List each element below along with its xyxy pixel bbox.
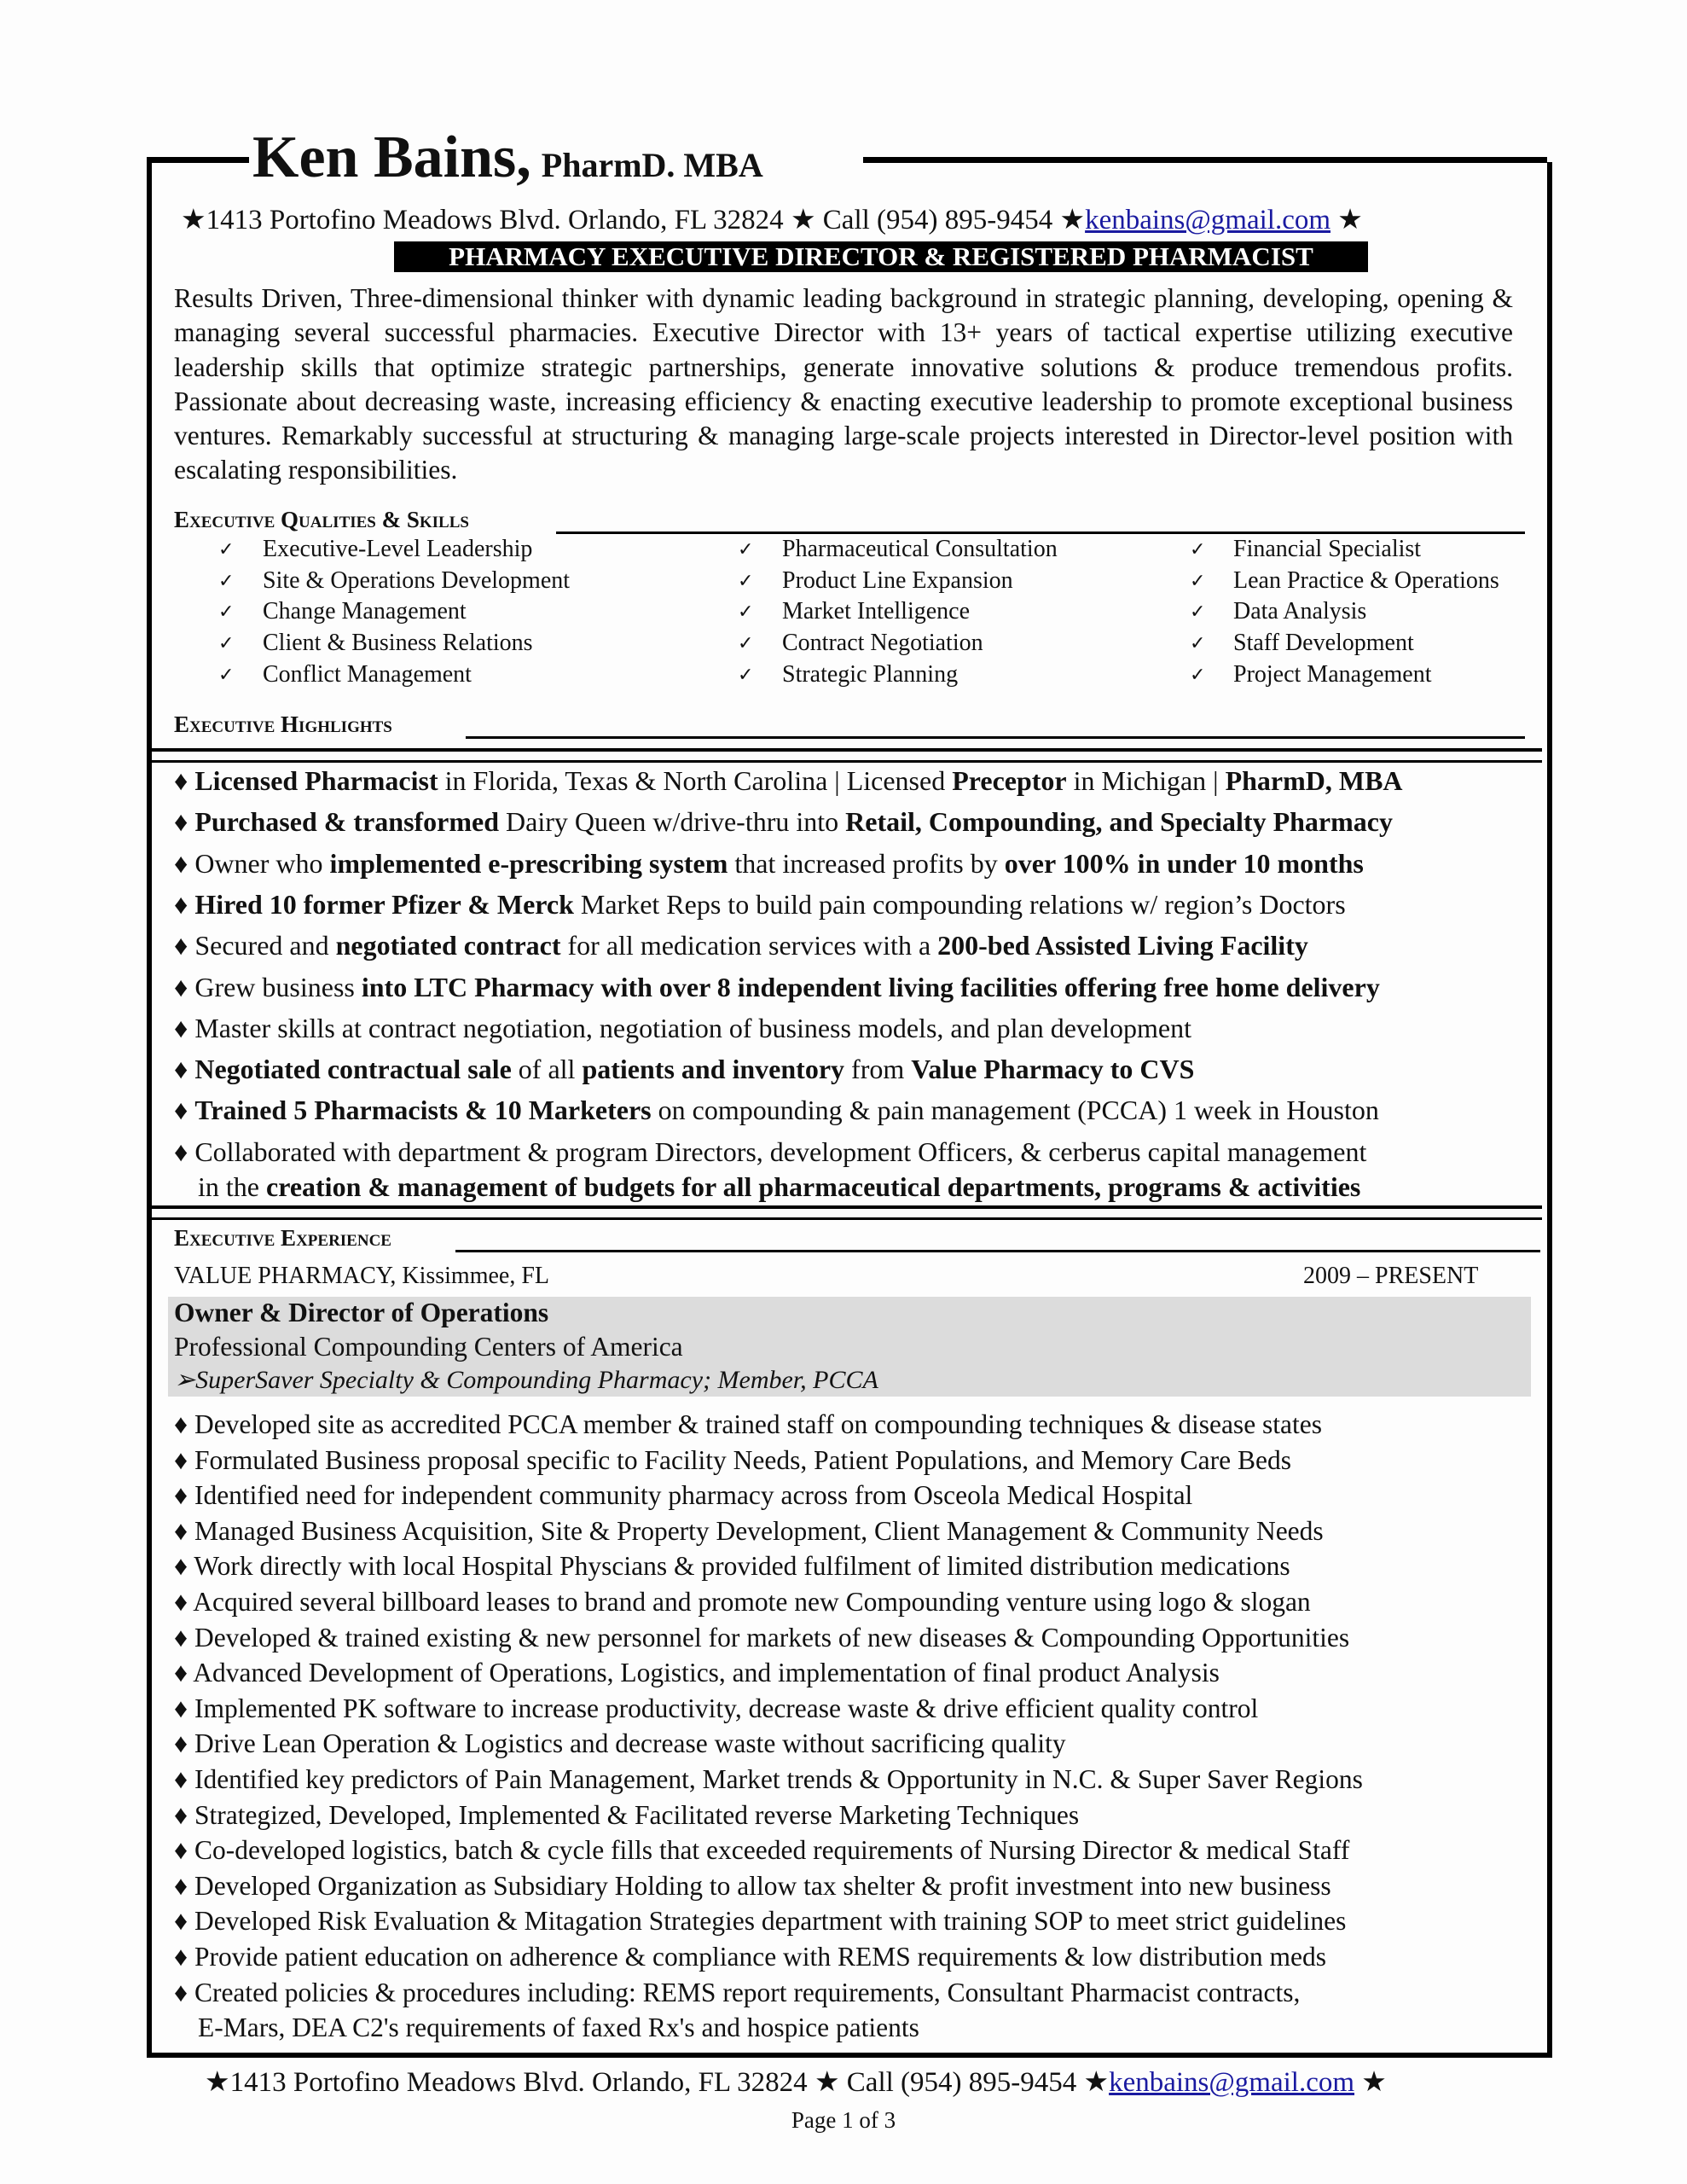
star-icon: ★ bbox=[790, 205, 816, 235]
divider bbox=[147, 157, 249, 163]
diamond-bullet-icon: ♦ bbox=[174, 1835, 188, 1866]
highlight-text: in the bbox=[198, 1170, 266, 1202]
experience-text: Formulated Business proposal specific to Facility Needs, Patient Populations, and Memory Care Beds bbox=[194, 1444, 1292, 1475]
highlight-bold-text: Purchased & transformed bbox=[194, 806, 500, 838]
diamond-bullet-icon: ♦ bbox=[174, 806, 188, 838]
highlight-text: Grew business bbox=[194, 971, 362, 1002]
highlight-item bbox=[198, 1170, 1361, 1202]
skill-item: Market Intelligence bbox=[782, 598, 971, 625]
diamond-bullet-icon: ♦ bbox=[174, 847, 188, 879]
check-icon: ✓ bbox=[218, 601, 235, 623]
highlight-text: Master skills at contract negotiation, negotiation of business models, and plan development bbox=[194, 1012, 1191, 1043]
highlight-item bbox=[174, 806, 1393, 838]
highlight-item bbox=[174, 973, 1380, 1001]
experience-text: Developed Organization as Subsidiary Holding to allow tax shelter & profit investment into new business bbox=[194, 1870, 1331, 1901]
diamond-bullet-icon: ♦ bbox=[174, 1551, 188, 1582]
highlight-bold-text: patients and inventory bbox=[582, 1054, 845, 1085]
experience-text: Acquired several billboard leases to brand and promote new Compounding venture using logo & slogan bbox=[193, 1587, 1311, 1617]
skill-item: Pharmaceutical Consultation bbox=[782, 536, 1058, 562]
highlight-bold-text: negotiated contract bbox=[335, 930, 561, 961]
highlight-item bbox=[174, 767, 1403, 794]
affiliation bbox=[174, 1368, 878, 1393]
experience-item bbox=[174, 1659, 1220, 1687]
diamond-bullet-icon: ♦ bbox=[174, 1409, 188, 1439]
star-icon: ★ bbox=[181, 205, 206, 235]
double-divider bbox=[152, 748, 1542, 763]
name-text: Ken Bains, bbox=[252, 125, 531, 190]
summary-paragraph: Results Driven, Three-dimensional thinker with dynamic leading background in strategic planning, developing, opening & managing several successful pharmacies. Executive Director with 13+ years of tactical expertise utilizing executive leadership skills that optimize strategic partnerships, generate innovative solutions & produce tremendous profits. Passionate about decreasing waste, increasing efficiency & enacting executive leadership to promote exceptional business ventures. Remarkably successful at structuring & managing large-scale projects interested in Director-level position with escalating responsibilities. bbox=[174, 283, 1513, 485]
highlight-bold-text: Value Pharmacy to CVS bbox=[911, 1054, 1195, 1085]
skill-item: Strategic Planning bbox=[782, 660, 959, 688]
organization: Professional Compounding Centers of America bbox=[174, 1332, 683, 1362]
star-icon: ★ bbox=[1059, 205, 1086, 235]
diamond-bullet-icon: ♦ bbox=[174, 1764, 188, 1794]
skill-item: Lean Practice & Operations bbox=[1233, 566, 1499, 594]
experience-text: Developed & trained existing & new personnel for markets of new diseases & Compounding Opportunities bbox=[194, 1622, 1350, 1653]
diamond-bullet-icon: ♦ bbox=[174, 1480, 188, 1511]
highlight-bold-text: PharmD, MBA bbox=[1225, 765, 1403, 796]
highlight-text: from bbox=[844, 1054, 912, 1085]
divider bbox=[466, 736, 1525, 739]
experience-item bbox=[174, 1589, 1311, 1616]
diamond-bullet-icon: ♦ bbox=[174, 1136, 188, 1167]
diamond-bullet-icon: ♦ bbox=[174, 1870, 188, 1901]
employment-dates: 2009 – PRESENT bbox=[1303, 1263, 1479, 1289]
experience-text: Implemented PK software to increase productivity, decrease waste & drive efficient quality control bbox=[194, 1693, 1259, 1723]
diamond-bullet-icon: ♦ bbox=[174, 930, 188, 961]
contact-line bbox=[181, 206, 1363, 235]
highlight-item bbox=[174, 1096, 1379, 1124]
skill-item: Change Management bbox=[263, 598, 467, 625]
experience-text: Identified key predictors of Pain Management, Market trends & Opportunity in N.C. & Super Saver Regions bbox=[194, 1764, 1363, 1794]
experience-item bbox=[174, 1624, 1349, 1652]
experience-item bbox=[174, 1908, 1346, 1935]
skill-item: Site & Operations Development bbox=[263, 566, 571, 594]
check-icon: ✓ bbox=[218, 632, 235, 654]
check-icon: ✓ bbox=[218, 663, 235, 685]
highlight-bold-text: Trained 5 Pharmacists & 10 Marketers bbox=[194, 1095, 652, 1126]
experience-text: Developed site as accredited PCCA member & trained staff on compounding techniques & disease states bbox=[194, 1409, 1323, 1439]
highlight-bold-text: Licensed Pharmacist bbox=[194, 765, 438, 796]
highlight-item bbox=[174, 1138, 1366, 1165]
diamond-bullet-icon: ♦ bbox=[174, 971, 188, 1002]
diamond-bullet-icon: ♦ bbox=[174, 1622, 188, 1653]
check-icon: ✓ bbox=[1190, 538, 1206, 560]
address: 1413 Portofino Meadows Blvd. Orlando, FL 32824 bbox=[229, 2067, 808, 2098]
divider bbox=[455, 1250, 1540, 1252]
check-icon: ✓ bbox=[738, 632, 754, 654]
diamond-bullet-icon: ♦ bbox=[174, 1906, 188, 1937]
skill-item: Executive-Level Leadership bbox=[263, 536, 533, 562]
experience-text: Identified need for independent community pharmacy across from Osceola Medical Hospital bbox=[194, 1480, 1193, 1511]
highlight-bold-text: into LTC Pharmacy with over 8 independent living facilities offering free home delivery bbox=[361, 971, 1380, 1002]
address: 1413 Portofino Meadows Blvd. Orlando, FL 32824 bbox=[206, 205, 784, 235]
affiliation-text: SuperSaver Specialty & Compounding Pharmacy; Member, PCCA bbox=[195, 1366, 878, 1394]
experience-item bbox=[174, 1979, 1300, 2007]
highlight-item bbox=[174, 932, 1308, 959]
experience-text: Advanced Development of Operations, Logistics, and implementation of final product Analysis bbox=[193, 1658, 1220, 1688]
divider bbox=[556, 531, 1525, 534]
diamond-bullet-icon: ♦ bbox=[174, 1054, 188, 1085]
experience-item bbox=[174, 1837, 1349, 1864]
diamond-bullet-icon: ♦ bbox=[174, 1693, 188, 1723]
highlight-text: Secured and bbox=[194, 930, 336, 961]
highlight-text: in Michigan | bbox=[1066, 765, 1226, 796]
credentials: PharmD. MBA bbox=[541, 146, 763, 184]
phone: Call (954) 895-9454 bbox=[846, 2067, 1077, 2098]
experience-text: Drive Lean Operation & Logistics and decrease waste without sacrificing quality bbox=[194, 1728, 1066, 1759]
experience-text: Managed Business Acquisition, Site & Property Development, Client Management & Community Needs bbox=[194, 1515, 1324, 1546]
experience-item bbox=[174, 1444, 1292, 1475]
double-divider bbox=[152, 1205, 1542, 1220]
check-icon: ✓ bbox=[738, 601, 754, 623]
divider bbox=[863, 157, 1547, 163]
phone: Call (954) 895-9454 bbox=[822, 205, 1053, 235]
experience-item bbox=[174, 1411, 1322, 1438]
footer-contact bbox=[205, 2069, 1387, 2097]
highlights-heading: Executive Highlights bbox=[174, 712, 392, 737]
highlight-text: on compounding & pain management (PCCA) 1 week in Houston bbox=[651, 1095, 1379, 1126]
star-icon: ★ bbox=[205, 2067, 230, 2098]
highlight-text: Owner who bbox=[194, 847, 330, 879]
skill-item: Product Line Expansion bbox=[782, 566, 1013, 594]
experience-item bbox=[174, 1730, 1066, 1757]
diamond-bullet-icon: ♦ bbox=[174, 1942, 188, 1972]
diamond-bullet-icon: ♦ bbox=[174, 1799, 188, 1830]
check-icon: ✓ bbox=[218, 569, 235, 591]
skill-item: Client & Business Relations bbox=[263, 630, 533, 657]
highlight-bold-text: Negotiated contractual sale bbox=[194, 1054, 512, 1085]
highlight-bold-text: over 100% in under 10 months bbox=[1004, 847, 1364, 879]
company-name: VALUE PHARMACY, Kissimmee, FL bbox=[174, 1263, 550, 1289]
experience-item bbox=[174, 1695, 1258, 1722]
highlight-text: that increased profits by bbox=[728, 847, 1005, 879]
diamond-bullet-icon: ♦ bbox=[174, 1728, 188, 1759]
experience-heading: Executive Experience bbox=[174, 1225, 391, 1251]
diamond-bullet-icon: ♦ bbox=[174, 888, 188, 920]
highlight-text: Collaborated with department & program Directors, development Officers, & cerberus capital management bbox=[194, 1136, 1367, 1167]
diamond-bullet-icon: ♦ bbox=[174, 1515, 188, 1546]
diamond-bullet-icon: ♦ bbox=[174, 1977, 188, 2007]
check-icon: ✓ bbox=[738, 538, 754, 560]
highlight-text: for all medication services with a bbox=[560, 930, 938, 961]
highlight-item bbox=[174, 888, 1346, 920]
star-icon: ★ bbox=[1361, 2067, 1387, 2098]
check-icon: ✓ bbox=[1190, 663, 1206, 685]
highlight-bold-text: Hired 10 former Pfizer & Merck bbox=[194, 888, 574, 920]
highlight-bold-text: creation & management of budgets for all pharmaceutical departments, programs & activities bbox=[265, 1170, 1361, 1202]
experience-item bbox=[174, 1553, 1290, 1580]
check-icon: ✓ bbox=[1190, 632, 1206, 654]
highlight-text: Dairy Queen w/drive-thru into bbox=[499, 806, 846, 838]
experience-item bbox=[174, 1870, 1331, 1901]
diamond-bullet-icon: ♦ bbox=[174, 765, 188, 796]
experience-text: Created policies & procedures including: REMS report requirements, Consultant Pharmacist contracts, bbox=[194, 1977, 1301, 2007]
experience-item bbox=[174, 1766, 1363, 1793]
diamond-bullet-icon: ♦ bbox=[174, 1012, 188, 1043]
experience-text: Developed Risk Evaluation & Mitagation Strategies department with training SOP to meet strict guidelines bbox=[194, 1906, 1347, 1937]
highlight-text: in Florida, Texas & North Carolina | Licensed bbox=[438, 765, 953, 796]
highlight-item bbox=[174, 1014, 1191, 1042]
experience-item bbox=[174, 1515, 1324, 1546]
check-icon: ✓ bbox=[218, 538, 235, 560]
highlight-bold-text: implemented e-prescribing system bbox=[329, 847, 728, 879]
highlight-bold-text: Preceptor bbox=[952, 765, 1067, 796]
skill-item: Data Analysis bbox=[1233, 598, 1367, 625]
star-icon: ★ bbox=[1083, 2067, 1110, 2098]
highlight-bold-text: Retail, Compounding, and Specialty Pharmacy bbox=[845, 806, 1393, 838]
skill-item: Staff Development bbox=[1233, 630, 1414, 657]
star-icon: ★ bbox=[814, 2067, 840, 2098]
skill-item: Financial Specialist bbox=[1233, 536, 1422, 562]
role-title: Owner & Director of Operations bbox=[174, 1298, 549, 1327]
professional-title: PHARMACY EXECUTIVE DIRECTOR & REGISTERED PHARMACIST bbox=[394, 241, 1368, 272]
highlight-bold-text: 200-bed Assisted Living Facility bbox=[937, 930, 1308, 961]
email-link[interactable]: kenbains@gmail.com bbox=[1109, 2067, 1355, 2098]
experience-text: Provide patient education on adherence & compliance with REMS requirements & low distribution meds bbox=[194, 1942, 1327, 1972]
diamond-bullet-icon: ♦ bbox=[174, 1658, 188, 1688]
highlight-text: Market Reps to build pain compounding relations w/ region’s Doctors bbox=[573, 888, 1346, 920]
check-icon: ✓ bbox=[738, 663, 754, 685]
experience-text: Co-developed logistics, batch & cycle fills that exceeded requirements of Nursing Director & medical Staff bbox=[194, 1835, 1350, 1866]
experience-text: Work directly with local Hospital Physcians & provided fulfilment of limited distribution medications bbox=[194, 1551, 1290, 1582]
experience-item bbox=[174, 1799, 1080, 1830]
skills-heading: Executive Qualities & Skills bbox=[174, 507, 469, 532]
diamond-bullet-icon: ♦ bbox=[174, 1095, 188, 1126]
highlight-text: of all bbox=[511, 1054, 583, 1085]
diamond-bullet-icon: ♦ bbox=[174, 1587, 188, 1617]
skill-item: Project Management bbox=[1233, 660, 1432, 688]
star-icon: ★ bbox=[1337, 205, 1363, 235]
experience-item bbox=[174, 1943, 1326, 1971]
arrow-icon: ➢ bbox=[174, 1366, 196, 1394]
experience-item bbox=[174, 1482, 1192, 1509]
skill-item: Conflict Management bbox=[263, 660, 472, 688]
diamond-bullet-icon: ♦ bbox=[174, 1444, 188, 1475]
skill-item: Contract Negotiation bbox=[782, 630, 983, 657]
email-link[interactable]: kenbains@gmail.com bbox=[1085, 205, 1331, 235]
experience-text: Strategized, Developed, Implemented & Facilitated reverse Marketing Techniques bbox=[194, 1799, 1080, 1830]
experience-item bbox=[198, 2014, 919, 2042]
check-icon: ✓ bbox=[1190, 569, 1206, 591]
experience-text: E-Mars, DEA C2's requirements of faxed Rx's and hospice patients bbox=[198, 2013, 919, 2043]
highlight-item bbox=[174, 1055, 1194, 1083]
page-number: Page 1 of 3 bbox=[791, 2107, 896, 2133]
highlight-item bbox=[174, 847, 1364, 879]
check-icon: ✓ bbox=[738, 569, 754, 591]
check-icon: ✓ bbox=[1190, 601, 1206, 623]
candidate-name bbox=[252, 125, 763, 190]
